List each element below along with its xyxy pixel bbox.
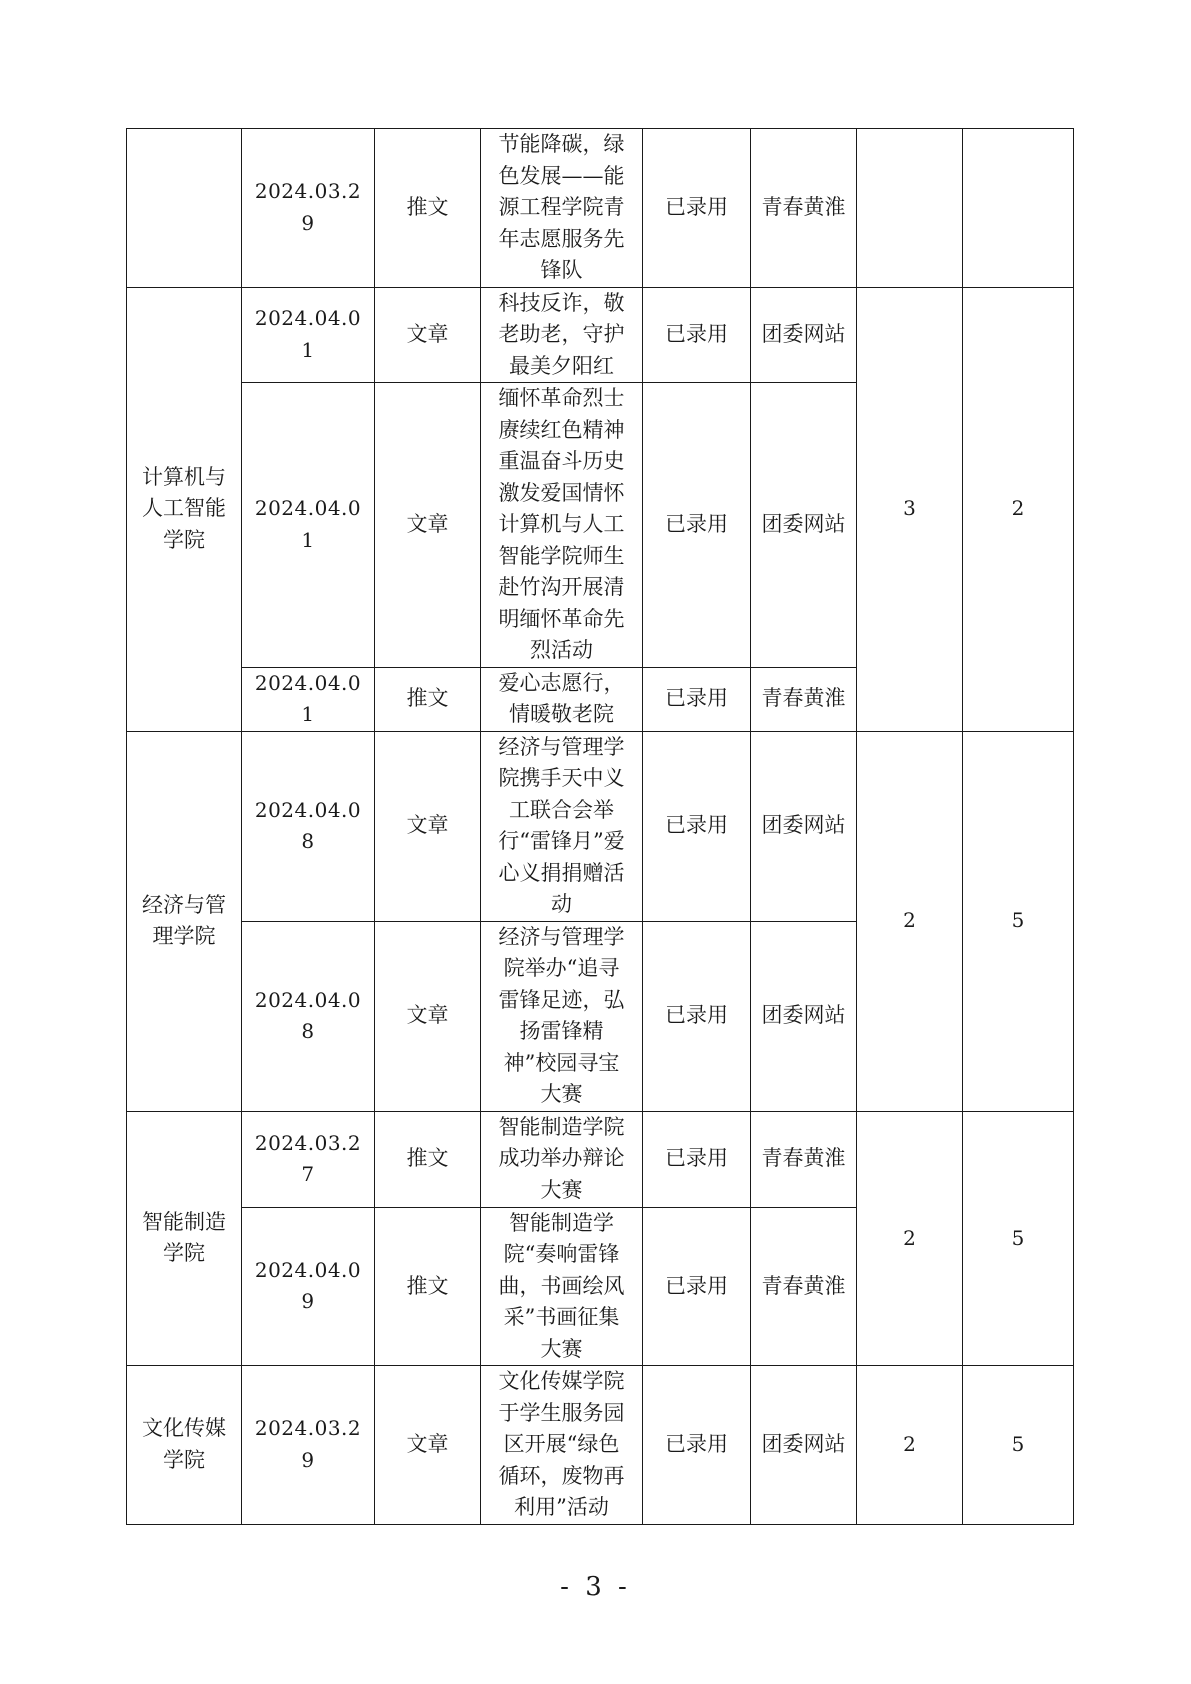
platform-cell: 团委网站 [751, 287, 857, 383]
status-cell: 已录用 [643, 1366, 751, 1525]
title-cell: 缅怀革命烈士赓续红色精神重温奋斗历史激发爱国情怀计算机与人工智能学院师生赴竹沟开展清明缅怀革命先烈活动 [481, 383, 643, 668]
page-number: - 3 - [560, 1572, 631, 1602]
table-row [127, 287, 1074, 383]
submission-table [126, 128, 1074, 1525]
title-cell: 智能制造学院“奏响雷锋曲，书画绘风采”书画征集大赛 [481, 1207, 643, 1366]
table-row [127, 1366, 1074, 1525]
table-row [127, 129, 1074, 288]
score-cell: 2 [963, 287, 1074, 731]
platform-cell: 团委网站 [751, 383, 857, 668]
title-cell: 文化传媒学院于学生服务园区开展“绿色循环，废物再利用”活动 [481, 1366, 643, 1525]
status-cell: 已录用 [643, 921, 751, 1111]
status-cell: 已录用 [643, 731, 751, 921]
college-cell: 文化传媒学院 [127, 1366, 242, 1525]
date-cell: 2024.04.01 [242, 287, 375, 383]
score-cell [963, 129, 1074, 288]
date-cell: 2024.04.01 [242, 383, 375, 668]
date-cell: 2024.04.09 [242, 1207, 375, 1366]
platform-cell: 青春黄淮 [751, 667, 857, 731]
platform-cell: 青春黄淮 [751, 1207, 857, 1366]
date-cell: 2024.04.08 [242, 731, 375, 921]
count-cell: 3 [857, 287, 963, 731]
title-cell: 经济与管理学院携手天中义工联合会举行“雷锋月”爱心义捐捐赠活动 [481, 731, 643, 921]
title-cell: 节能降碳，绿色发展——能源工程学院青年志愿服务先锋队 [481, 129, 643, 288]
type-cell: 文章 [375, 731, 481, 921]
count-cell [857, 129, 963, 288]
title-cell: 爱心志愿行，情暖敬老院 [481, 667, 643, 731]
count-cell: 2 [857, 1111, 963, 1366]
date-cell: 2024.04.01 [242, 667, 375, 731]
college-cell: 经济与管理学院 [127, 731, 242, 1111]
status-cell: 已录用 [643, 1111, 751, 1207]
date-cell: 2024.03.27 [242, 1111, 375, 1207]
status-cell: 已录用 [643, 383, 751, 668]
college-cell: 智能制造学院 [127, 1111, 242, 1366]
date-cell: 2024.03.29 [242, 1366, 375, 1525]
type-cell: 推文 [375, 129, 481, 288]
type-cell: 文章 [375, 383, 481, 668]
title-cell: 智能制造学院成功举办辩论大赛 [481, 1111, 643, 1207]
platform-cell: 青春黄淮 [751, 1111, 857, 1207]
status-cell: 已录用 [643, 129, 751, 288]
type-cell: 推文 [375, 1207, 481, 1366]
type-cell: 推文 [375, 667, 481, 731]
college-cell: 计算机与人工智能学院 [127, 287, 242, 731]
count-cell: 2 [857, 731, 963, 1111]
type-cell: 文章 [375, 1366, 481, 1525]
platform-cell: 团委网站 [751, 731, 857, 921]
title-cell: 科技反诈，敬老助老，守护最美夕阳红 [481, 287, 643, 383]
platform-cell: 团委网站 [751, 921, 857, 1111]
type-cell: 文章 [375, 287, 481, 383]
platform-cell: 团委网站 [751, 1366, 857, 1525]
title-cell: 经济与管理学院举办“追寻雷锋足迹，弘扬雷锋精神”校园寻宝大赛 [481, 921, 643, 1111]
table-row [127, 1111, 1074, 1207]
count-cell: 2 [857, 1366, 963, 1525]
platform-cell: 青春黄淮 [751, 129, 857, 288]
college-cell [127, 129, 242, 288]
type-cell: 推文 [375, 1111, 481, 1207]
date-cell: 2024.04.08 [242, 921, 375, 1111]
status-cell: 已录用 [643, 287, 751, 383]
status-cell: 已录用 [643, 667, 751, 731]
score-cell: 5 [963, 1366, 1074, 1525]
table-row [127, 731, 1074, 921]
date-cell: 2024.03.29 [242, 129, 375, 288]
status-cell: 已录用 [643, 1207, 751, 1366]
type-cell: 文章 [375, 921, 481, 1111]
score-cell: 5 [963, 1111, 1074, 1366]
score-cell: 5 [963, 731, 1074, 1111]
